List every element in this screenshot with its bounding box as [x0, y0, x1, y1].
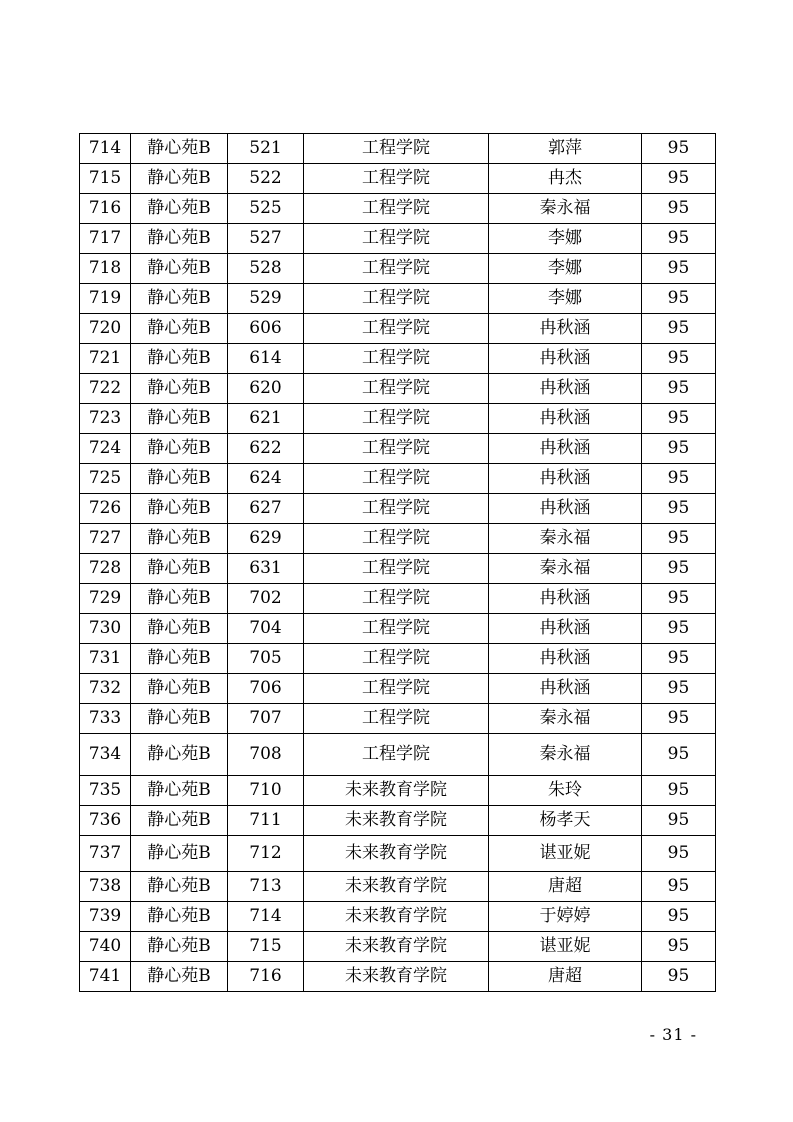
cell-college: 工程学院	[304, 404, 489, 434]
cell-serial-number: 717	[80, 224, 131, 254]
cell-building: 静心苑B	[131, 554, 228, 584]
cell-building: 静心苑B	[131, 194, 228, 224]
cell-score: 95	[642, 902, 716, 932]
table-row	[80, 734, 716, 776]
cell-name: 朱玲	[489, 776, 642, 806]
cell-building: 静心苑B	[131, 872, 228, 902]
cell-score: 95	[642, 284, 716, 314]
cell-serial-number: 730	[80, 614, 131, 644]
cell-name: 秦永福	[489, 194, 642, 224]
cell-room-number: 702	[228, 584, 304, 614]
cell-room-number: 528	[228, 254, 304, 284]
cell-score: 95	[642, 134, 716, 164]
cell-room-number: 711	[228, 806, 304, 836]
cell-building: 静心苑B	[131, 224, 228, 254]
cell-serial-number: 738	[80, 872, 131, 902]
cell-room-number: 521	[228, 134, 304, 164]
cell-serial-number: 723	[80, 404, 131, 434]
cell-room-number: 522	[228, 164, 304, 194]
table-row	[80, 194, 716, 224]
cell-name: 冉秋涵	[489, 644, 642, 674]
cell-building: 静心苑B	[131, 644, 228, 674]
cell-name: 冉秋涵	[489, 434, 642, 464]
cell-college: 工程学院	[304, 524, 489, 554]
cell-building: 静心苑B	[131, 434, 228, 464]
table-row	[80, 464, 716, 494]
cell-score: 95	[642, 374, 716, 404]
cell-building: 静心苑B	[131, 584, 228, 614]
cell-serial-number: 731	[80, 644, 131, 674]
cell-name: 冉秋涵	[489, 404, 642, 434]
cell-building: 静心苑B	[131, 314, 228, 344]
cell-college: 工程学院	[304, 314, 489, 344]
cell-room-number: 706	[228, 674, 304, 704]
cell-score: 95	[642, 404, 716, 434]
cell-name: 秦永福	[489, 704, 642, 734]
cell-name: 于婷婷	[489, 902, 642, 932]
table-row	[80, 902, 716, 932]
cell-score: 95	[642, 314, 716, 344]
cell-college: 工程学院	[304, 464, 489, 494]
cell-score: 95	[642, 704, 716, 734]
cell-serial-number: 722	[80, 374, 131, 404]
cell-name: 冉杰	[489, 164, 642, 194]
table-row	[80, 614, 716, 644]
cell-score: 95	[642, 836, 716, 872]
cell-name: 冉秋涵	[489, 584, 642, 614]
cell-building: 静心苑B	[131, 344, 228, 374]
cell-serial-number: 733	[80, 704, 131, 734]
cell-score: 95	[642, 962, 716, 992]
cell-room-number: 707	[228, 704, 304, 734]
table-row	[80, 644, 716, 674]
table-row	[80, 344, 716, 374]
cell-score: 95	[642, 224, 716, 254]
cell-room-number: 627	[228, 494, 304, 524]
cell-serial-number: 737	[80, 836, 131, 872]
cell-room-number: 714	[228, 902, 304, 932]
cell-building: 静心苑B	[131, 164, 228, 194]
cell-room-number: 704	[228, 614, 304, 644]
cell-college: 工程学院	[304, 344, 489, 374]
cell-college: 工程学院	[304, 194, 489, 224]
cell-serial-number: 732	[80, 674, 131, 704]
cell-college: 未来教育学院	[304, 806, 489, 836]
cell-room-number: 621	[228, 404, 304, 434]
cell-serial-number: 721	[80, 344, 131, 374]
cell-college: 工程学院	[304, 644, 489, 674]
cell-serial-number: 729	[80, 584, 131, 614]
table-row	[80, 164, 716, 194]
cell-college: 工程学院	[304, 614, 489, 644]
cell-building: 静心苑B	[131, 614, 228, 644]
cell-score: 95	[642, 614, 716, 644]
cell-college: 工程学院	[304, 734, 489, 776]
cell-room-number: 710	[228, 776, 304, 806]
cell-college: 工程学院	[304, 134, 489, 164]
cell-score: 95	[642, 674, 716, 704]
cell-score: 95	[642, 806, 716, 836]
cell-score: 95	[642, 524, 716, 554]
table-row	[80, 284, 716, 314]
cell-building: 静心苑B	[131, 902, 228, 932]
table-body	[80, 134, 716, 992]
cell-building: 静心苑B	[131, 674, 228, 704]
table-row	[80, 434, 716, 464]
cell-building: 静心苑B	[131, 836, 228, 872]
cell-building: 静心苑B	[131, 962, 228, 992]
cell-serial-number: 728	[80, 554, 131, 584]
table-row	[80, 836, 716, 872]
cell-building: 静心苑B	[131, 776, 228, 806]
cell-college: 未来教育学院	[304, 836, 489, 872]
cell-score: 95	[642, 872, 716, 902]
cell-room-number: 705	[228, 644, 304, 674]
cell-college: 未来教育学院	[304, 962, 489, 992]
table-row	[80, 374, 716, 404]
cell-building: 静心苑B	[131, 734, 228, 776]
cell-score: 95	[642, 776, 716, 806]
cell-name: 冉秋涵	[489, 344, 642, 374]
cell-name: 谌亚妮	[489, 836, 642, 872]
cell-college: 工程学院	[304, 164, 489, 194]
table-row	[80, 314, 716, 344]
dormitory-score-table-container	[79, 133, 715, 992]
cell-score: 95	[642, 464, 716, 494]
cell-serial-number: 719	[80, 284, 131, 314]
cell-building: 静心苑B	[131, 134, 228, 164]
cell-serial-number: 715	[80, 164, 131, 194]
cell-name: 唐超	[489, 962, 642, 992]
table-row	[80, 254, 716, 284]
table-row	[80, 524, 716, 554]
cell-serial-number: 720	[80, 314, 131, 344]
cell-serial-number: 735	[80, 776, 131, 806]
cell-score: 95	[642, 344, 716, 374]
cell-serial-number: 726	[80, 494, 131, 524]
cell-name: 冉秋涵	[489, 464, 642, 494]
cell-college: 工程学院	[304, 554, 489, 584]
cell-building: 静心苑B	[131, 404, 228, 434]
cell-score: 95	[642, 194, 716, 224]
table-row	[80, 134, 716, 164]
cell-name: 李娜	[489, 284, 642, 314]
cell-score: 95	[642, 164, 716, 194]
cell-college: 工程学院	[304, 224, 489, 254]
cell-serial-number: 718	[80, 254, 131, 284]
cell-room-number: 614	[228, 344, 304, 374]
cell-room-number: 622	[228, 434, 304, 464]
dormitory-score-table	[79, 133, 716, 992]
table-row	[80, 962, 716, 992]
cell-serial-number: 740	[80, 932, 131, 962]
cell-name: 冉秋涵	[489, 674, 642, 704]
cell-room-number: 529	[228, 284, 304, 314]
cell-name: 唐超	[489, 872, 642, 902]
cell-name: 李娜	[489, 254, 642, 284]
cell-name: 杨孝天	[489, 806, 642, 836]
cell-room-number: 712	[228, 836, 304, 872]
cell-room-number: 606	[228, 314, 304, 344]
cell-college: 工程学院	[304, 434, 489, 464]
cell-serial-number: 741	[80, 962, 131, 992]
cell-room-number: 620	[228, 374, 304, 404]
cell-building: 静心苑B	[131, 374, 228, 404]
table-row	[80, 806, 716, 836]
table-row	[80, 494, 716, 524]
cell-college: 未来教育学院	[304, 932, 489, 962]
cell-building: 静心苑B	[131, 464, 228, 494]
cell-name: 冉秋涵	[489, 494, 642, 524]
cell-building: 静心苑B	[131, 806, 228, 836]
table-row	[80, 932, 716, 962]
table-row	[80, 776, 716, 806]
table-row	[80, 872, 716, 902]
cell-college: 未来教育学院	[304, 902, 489, 932]
table-row	[80, 224, 716, 254]
cell-room-number: 631	[228, 554, 304, 584]
cell-building: 静心苑B	[131, 494, 228, 524]
cell-college: 未来教育学院	[304, 872, 489, 902]
cell-room-number: 629	[228, 524, 304, 554]
cell-serial-number: 736	[80, 806, 131, 836]
cell-college: 工程学院	[304, 374, 489, 404]
cell-serial-number: 727	[80, 524, 131, 554]
cell-serial-number: 725	[80, 464, 131, 494]
cell-building: 静心苑B	[131, 704, 228, 734]
cell-serial-number: 739	[80, 902, 131, 932]
cell-college: 工程学院	[304, 704, 489, 734]
table-row	[80, 404, 716, 434]
cell-serial-number: 716	[80, 194, 131, 224]
cell-name: 李娜	[489, 224, 642, 254]
cell-college: 工程学院	[304, 254, 489, 284]
table-row	[80, 704, 716, 734]
cell-room-number: 715	[228, 932, 304, 962]
cell-name: 冉秋涵	[489, 314, 642, 344]
table-row	[80, 674, 716, 704]
cell-score: 95	[642, 932, 716, 962]
cell-building: 静心苑B	[131, 284, 228, 314]
cell-name: 冉秋涵	[489, 374, 642, 404]
cell-serial-number: 714	[80, 134, 131, 164]
table-row	[80, 584, 716, 614]
cell-college: 未来教育学院	[304, 776, 489, 806]
cell-score: 95	[642, 644, 716, 674]
table-row	[80, 554, 716, 584]
cell-building: 静心苑B	[131, 932, 228, 962]
cell-college: 工程学院	[304, 584, 489, 614]
cell-score: 95	[642, 494, 716, 524]
cell-room-number: 708	[228, 734, 304, 776]
page-number: - 31 -	[649, 1025, 697, 1044]
cell-room-number: 716	[228, 962, 304, 992]
cell-score: 95	[642, 554, 716, 584]
cell-score: 95	[642, 734, 716, 776]
cell-name: 秦永福	[489, 524, 642, 554]
cell-college: 工程学院	[304, 494, 489, 524]
cell-name: 秦永福	[489, 734, 642, 776]
cell-college: 工程学院	[304, 674, 489, 704]
cell-room-number: 527	[228, 224, 304, 254]
cell-building: 静心苑B	[131, 254, 228, 284]
cell-building: 静心苑B	[131, 524, 228, 554]
cell-serial-number: 734	[80, 734, 131, 776]
cell-name: 郭萍	[489, 134, 642, 164]
cell-name: 谌亚妮	[489, 932, 642, 962]
cell-score: 95	[642, 584, 716, 614]
cell-score: 95	[642, 254, 716, 284]
cell-score: 95	[642, 434, 716, 464]
cell-room-number: 525	[228, 194, 304, 224]
cell-name: 冉秋涵	[489, 614, 642, 644]
cell-college: 工程学院	[304, 284, 489, 314]
cell-serial-number: 724	[80, 434, 131, 464]
cell-name: 秦永福	[489, 554, 642, 584]
cell-room-number: 713	[228, 872, 304, 902]
cell-room-number: 624	[228, 464, 304, 494]
